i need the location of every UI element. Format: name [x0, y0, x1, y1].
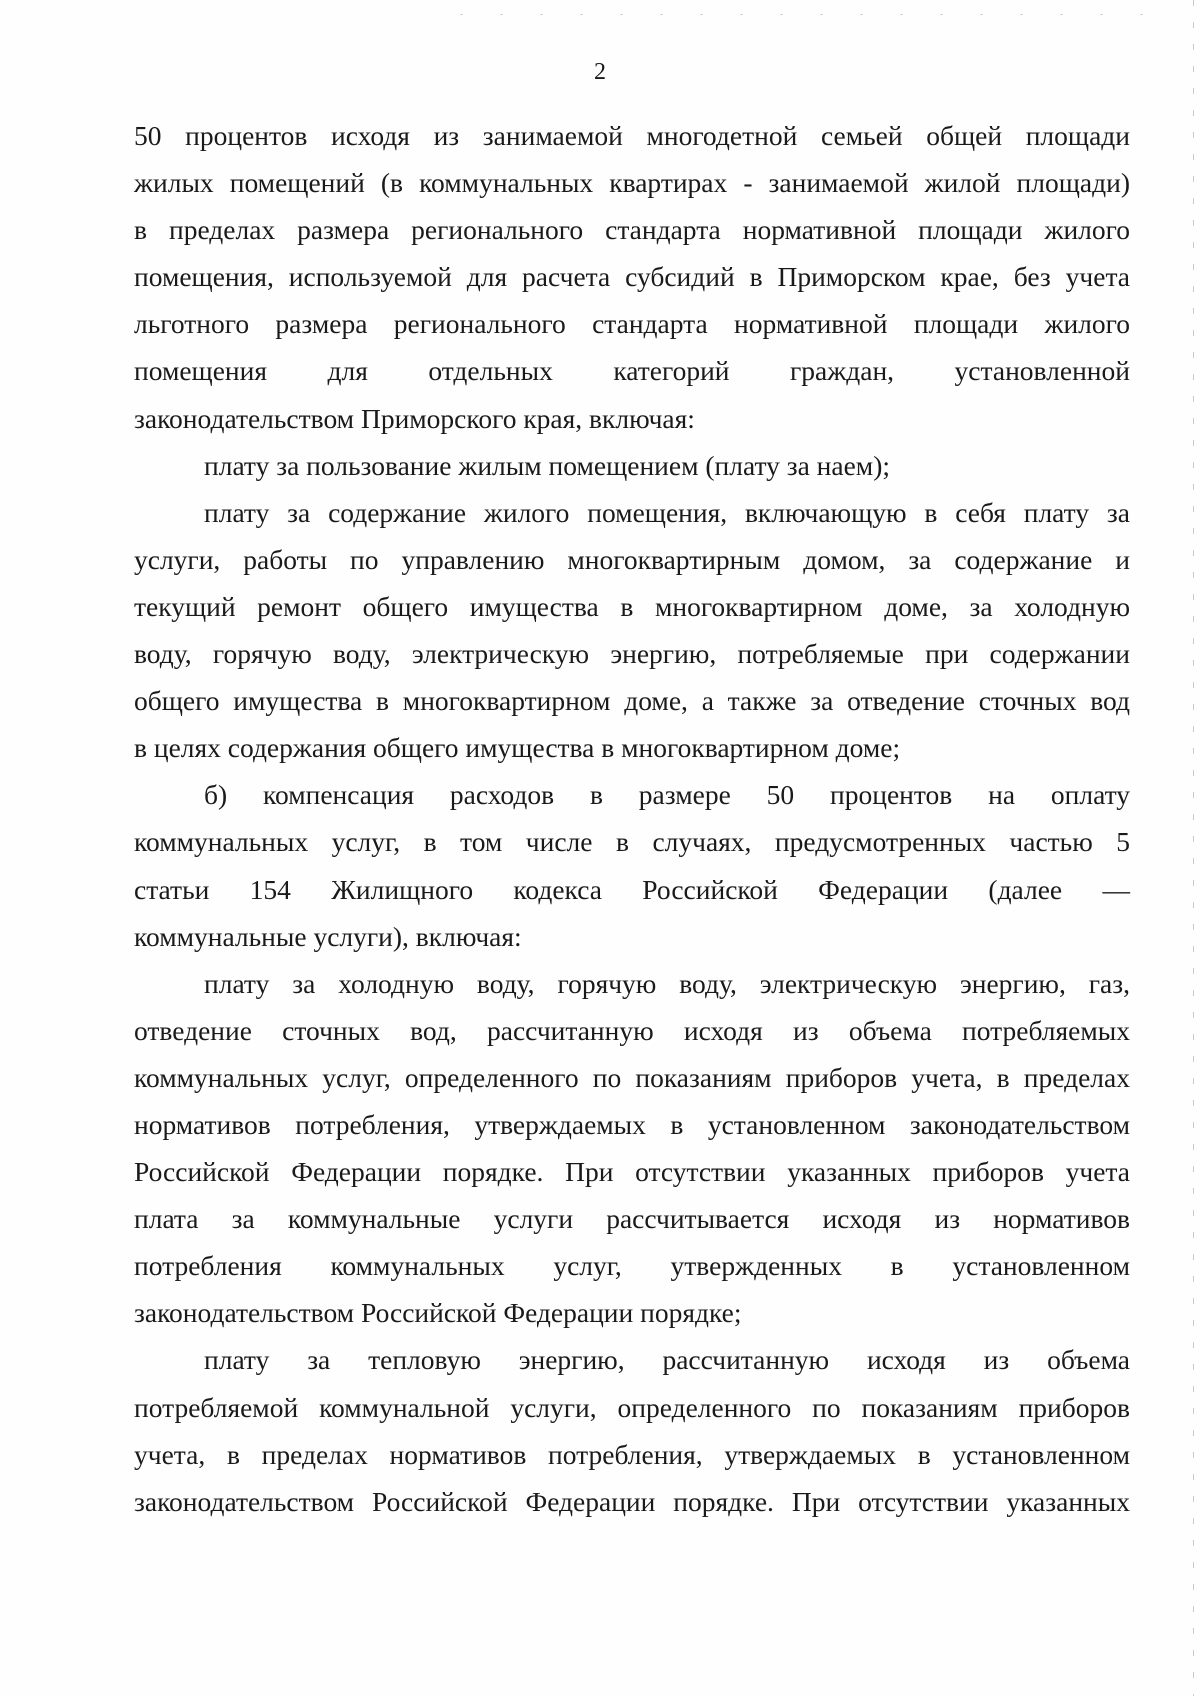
text-line: помещения, используемой для расчета субсидий в Приморском крае, без учета — [134, 261, 1130, 293]
text-line: плату за холодную воду, горячую воду, электрическую энергию, газ, — [204, 967, 1130, 999]
text-line: в пределах размера регионального стандарта нормативной площади жилого — [134, 214, 1130, 246]
text-line: текущий ремонт общего имущества в многоквартирном доме, за холодную — [134, 590, 1130, 622]
text-line: учета, в пределах нормативов потребления, утверждаемых в установленном — [134, 1438, 1130, 1470]
text-line: нормативов потребления, утверждаемых в установленном законодательством — [134, 1108, 1130, 1140]
text-line: плата за коммунальные услуги рассчитывается исходя из нормативов — [134, 1203, 1130, 1235]
text-line: коммунальных услуг, определенного по показаниям приборов учета, в пределах — [134, 1061, 1130, 1093]
text-line: плату за содержание жилого помещения, включающую в себя плату за — [204, 496, 1130, 528]
text-line: б) компенсация расходов в размере 50 процентов на оплату — [204, 779, 1130, 811]
text-line: потребления коммунальных услуг, утвержденных в установленном — [134, 1250, 1130, 1282]
text-line: в целях содержания общего имущества в многоквартирном доме; — [134, 732, 901, 764]
text-line: плату за тепловую энергию, рассчитанную исходя из объема — [204, 1344, 1130, 1376]
text-line: законодательством Российской Федерации порядке. При отсутствии указанных — [134, 1485, 1130, 1517]
text-line: 50 процентов исходя из занимаемой многодетной семьей общей площади — [134, 120, 1130, 151]
text-line: потребляемой коммунальной услуги, определенного по показаниям приборов — [134, 1391, 1130, 1423]
document-body — [134, 112, 1130, 1525]
page-number: 2 — [594, 59, 606, 85]
text-line: помещения для отдельных категорий граждан, установленной — [134, 355, 1130, 387]
text-line: жилых помещений (в коммунальных квартирах - занимаемой жилой площади) — [134, 167, 1130, 199]
scan-artifact-top — [460, 14, 1160, 15]
text-line: услуги, работы по управлению многоквартирным домом, за содержание и — [134, 543, 1130, 575]
text-line: статьи 154 Жилищного кодекса Российской Федерации (далее — — [134, 873, 1130, 905]
text-line: законодательством Российской Федерации порядке; — [134, 1297, 742, 1329]
text-line: коммунальные услуги), включая: — [134, 920, 522, 952]
text-line: Российской Федерации порядке. При отсутствии указанных приборов учета — [134, 1156, 1130, 1188]
text-line: плату за пользование жилым помещением (плату за наем); — [204, 449, 891, 481]
text-line: льготного размера регионального стандарта нормативной площади жилого — [134, 308, 1130, 340]
text-line: отведение сточных вод, рассчитанную исходя из объема потребляемых — [134, 1014, 1130, 1046]
text-line: коммунальных услуг, в том числе в случаях, предусмотренных частью 5 — [134, 826, 1130, 858]
text-line: законодательством Приморского края, включая: — [134, 402, 695, 434]
text-line: воду, горячую воду, электрическую энергию, потребляемые при содержании — [134, 638, 1130, 670]
scan-artifact-edge — [1193, 0, 1194, 1696]
text-line: общего имущества в многоквартирном доме, а также за отведение сточных вод — [134, 685, 1130, 717]
